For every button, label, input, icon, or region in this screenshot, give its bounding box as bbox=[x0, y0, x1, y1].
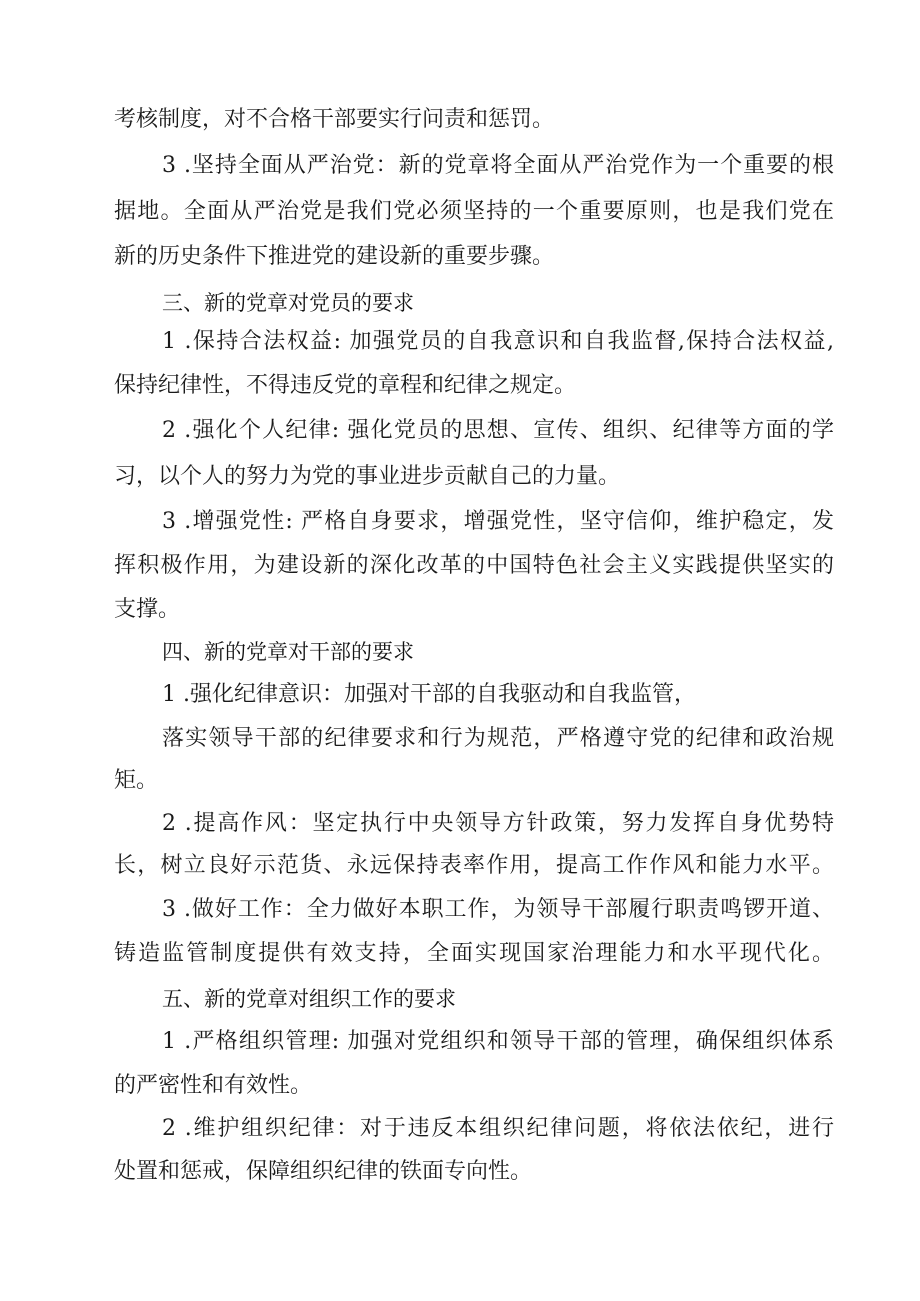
paragraph-line: 落实领导干部的纪律要求和行为规范，严格遵守党的纪律和政治规 bbox=[162, 726, 834, 751]
list-item-line: 2 .维护组织纪律：对于违反本组织纪律问题，将依法依纪，进行 bbox=[162, 1116, 834, 1141]
list-item-line: 3 .坚持全面从严治党：新的党章将全面从严治党作为一个重要的根 bbox=[162, 153, 834, 178]
paragraph-line: 长，树立良好示范货、永远保持表率作用，提高工作作风和能力水平。 bbox=[114, 853, 834, 878]
paragraph-line: 铸造监管制度提供有效支持，全面实现国家治理能力和水平现代化。 bbox=[114, 941, 834, 966]
list-item-line: 3 .做好工作：全力做好本职工作，为领导干部履行职责鸣锣开道、 bbox=[162, 897, 834, 922]
list-item-line: 2 .强化个人纪律: 强化党员的思想、宣传、组织、纪律等方面的学 bbox=[162, 418, 834, 443]
paragraph-line: 新的历史条件下推进党的建设新的重要步骤。 bbox=[114, 244, 555, 269]
paragraph-line: 习，以个人的努力为党的事业进步贡献自己的力量。 bbox=[114, 464, 621, 489]
section-heading: 三、新的党章对党员的要求 bbox=[162, 291, 414, 315]
list-item-line: 1 .严格组织管理: 加强对党组织和领导干部的管理，确保组织体系 bbox=[162, 1029, 834, 1054]
list-item-line: 1 .保持合法权益: 加强党员的自我意识和自我监督,保持合法权益, bbox=[162, 329, 834, 354]
list-item-line: 1 .强化纪律意识：加强对干部的自我驱动和自我监管， bbox=[162, 682, 696, 707]
document-page bbox=[114, 0, 834, 1301]
paragraph-line: 考核制度，对不合格干部要实行问责和惩罚。 bbox=[114, 107, 555, 132]
section-heading: 五、新的党章对组织工作的要求 bbox=[162, 987, 456, 1011]
paragraph-line: 支撑。 bbox=[114, 597, 181, 622]
paragraph-line: 保持纪律性，不得违反党的章程和纪律之规定。 bbox=[114, 373, 577, 398]
paragraph-line: 挥积极作用，为建设新的深化改革的中国特色社会主义实践提供坚实的 bbox=[114, 553, 834, 578]
paragraph-line: 处置和惩戒，保障组织纪律的铁面专向性。 bbox=[114, 1159, 533, 1184]
list-item-line: 2 .提高作风：坚定执行中央领导方针政策，努力发挥自身优势特 bbox=[162, 811, 834, 836]
paragraph-line: 据地。全面从严治党是我们党必须坚持的一个重要原则，也是我们党在 bbox=[114, 199, 834, 224]
paragraph-line: 的严密性和有效性。 bbox=[114, 1073, 313, 1098]
section-heading: 四、新的党章对干部的要求 bbox=[162, 640, 414, 664]
paragraph-line: 矩。 bbox=[114, 768, 159, 793]
list-item-line: 3 .增强党性: 严格自身要求，增强党性，坚守信仰，维护稳定，发 bbox=[162, 509, 834, 534]
